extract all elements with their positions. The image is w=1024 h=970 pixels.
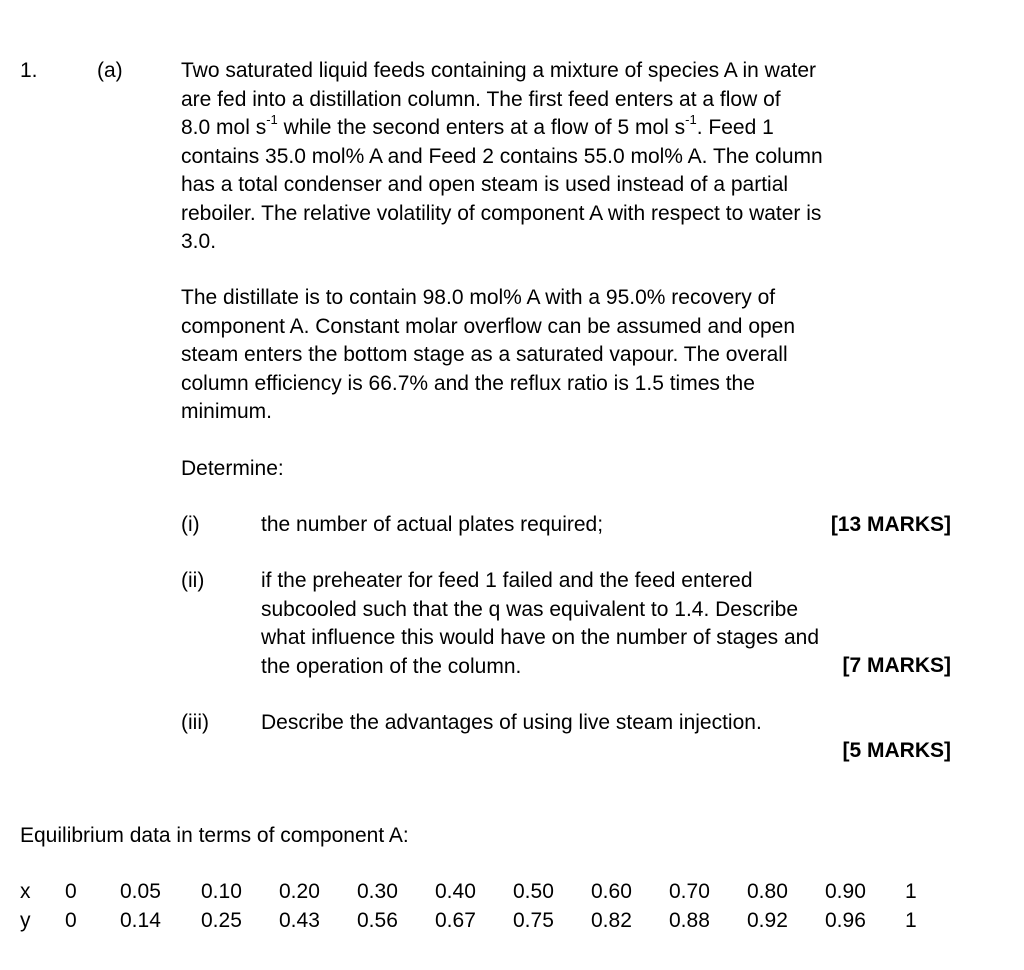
spec-line: steam enters the bottom stage as a saturated vapour. The overall: [181, 343, 788, 366]
spec-line: column efficiency is 66.7% and the reflux ratio is 1.5 times the: [181, 371, 755, 395]
x-value: 0.80: [747, 880, 788, 903]
x-value: 0.90: [825, 880, 866, 903]
row-label-x: x: [20, 880, 31, 903]
equilibrium-table: [20, 878, 925, 935]
marks-label: [7 MARKS]: [842, 654, 951, 677]
marks-label: [13 MARKS]: [830, 513, 951, 536]
specification-paragraph: [181, 284, 971, 427]
intro-line: contains 35.0 mol% A and Feed 2 contains 55.0 mol% A. The column: [181, 144, 823, 168]
y-value: 0.92: [747, 908, 788, 932]
subpart-number: (ii): [181, 569, 205, 592]
spec-line: component A. Constant molar overflow can be assumed and open: [181, 314, 796, 338]
intro-paragraph: [181, 57, 971, 257]
x-value: 0.20: [279, 880, 320, 903]
y-value: 0.43: [279, 908, 320, 932]
x-value: 0.10: [201, 880, 242, 903]
x-value: 0.05: [120, 880, 161, 903]
equilibrium-title: Equilibrium data in terms of component A:: [20, 824, 409, 847]
y-value: 0.56: [357, 908, 398, 932]
spec-line: The distillate is to contain 98.0 mol% A with a 95.0% recovery of: [181, 286, 776, 309]
x-value: 0.50: [513, 880, 554, 903]
equilibrium-row-x: [20, 878, 925, 907]
y-value: 0.96: [825, 908, 866, 932]
subpart-text: Describe the advantages of using live steam injection.: [261, 711, 762, 734]
intro-line: are fed into a distillation column. The first feed enters at a flow of: [181, 87, 781, 111]
spec-line: minimum.: [181, 400, 273, 423]
x-value: 0.40: [435, 880, 476, 903]
x-value: 0: [65, 880, 77, 903]
determine-heading: Determine:: [181, 457, 284, 480]
question-number: 1.: [20, 59, 38, 82]
y-value: 0.14: [120, 908, 161, 932]
question-part-label: (a): [97, 59, 123, 82]
subpart-number: (i): [181, 513, 200, 536]
intro-line: 3.0.: [181, 230, 217, 253]
x-value: 0.70: [669, 880, 710, 903]
intro-line-flow: 8.0 mol $s^{-1}$ while the second enters at a flow of 5 mol $s^{-1}$. Feed 1: [181, 112, 774, 139]
equilibrium-row-y: [20, 907, 925, 936]
y-value: 0.82: [591, 908, 632, 932]
y-value: 0.75: [513, 908, 554, 932]
intro-line: Two saturated liquid feeds containing a mixture of species A in water: [181, 59, 817, 82]
subpart-text: if the preheater for feed 1 failed and the feed entered subcooled such that the q was equivalent to 1.4. Describe what influence this would have on the number of stages and the operation of the column.: [261, 569, 820, 678]
subpart-text: the number of actual plates required;: [261, 513, 604, 536]
row-label-y: y: [20, 908, 31, 932]
x-value: 0.60: [591, 880, 632, 903]
intro-line: reboiler. The relative volatility of component A with respect to water is: [181, 201, 822, 225]
x-value: 1: [905, 880, 917, 903]
y-value: 0.25: [201, 908, 242, 932]
x-value: 0.30: [357, 880, 398, 903]
y-value: 0: [65, 908, 77, 932]
intro-line: has a total condenser and open steam is used instead of a partial: [181, 173, 789, 196]
y-value: 1: [905, 908, 917, 932]
subpart-number: (iii): [181, 711, 209, 734]
y-value: 0.88: [669, 908, 710, 932]
marks-label: [5 MARKS]: [842, 739, 951, 762]
y-value: 0.67: [435, 908, 476, 932]
